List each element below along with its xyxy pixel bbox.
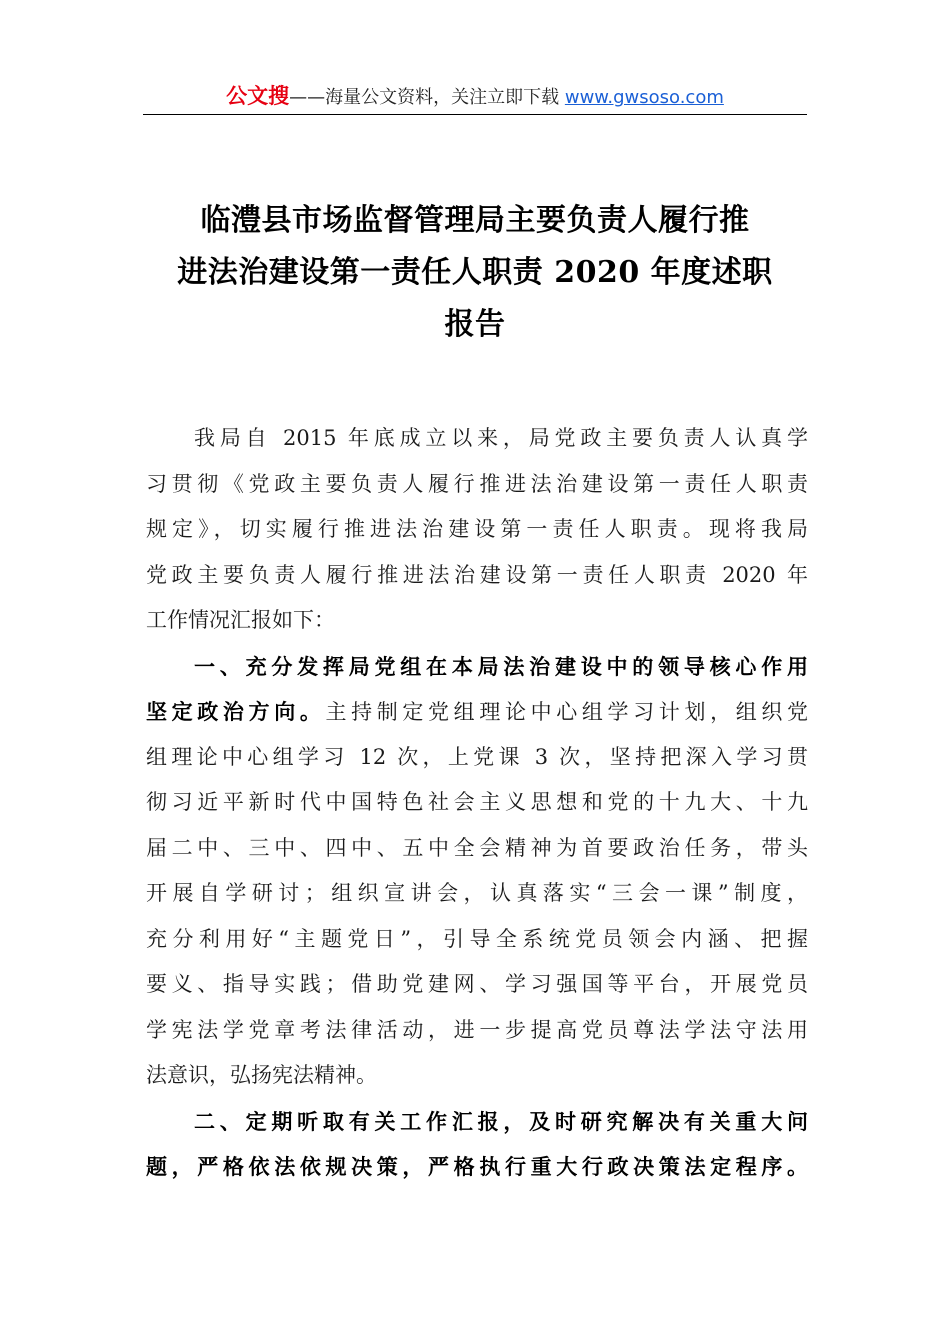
section-heading: 一、充分发挥局党组在本局法治建设中的领导核心作用 — [194, 653, 808, 679]
document-title — [143, 195, 807, 351]
header-banner — [143, 82, 807, 114]
paragraph-line: 工作情况汇报如下： — [146, 608, 335, 632]
document-body — [146, 416, 808, 1190]
site-link[interactable]: www.gwsoso.com — [564, 87, 724, 108]
paragraph-line: 开展自学研讨；组织宣讲会，认真落实“三会一课”制度， — [146, 881, 808, 905]
paragraph-line: 法意识，弘扬宪法精神。 — [146, 1063, 377, 1087]
paragraph-line: 彻习近平新时代中国特色社会主义思想和党的十九大、十九 — [146, 790, 808, 814]
paragraph-line: 规定》，切实履行推进法治建设第一责任人职责。现将我局 — [146, 517, 808, 541]
paragraph-text: 主持制定党组理论中心组学习计划，组织党 — [325, 700, 809, 724]
paragraph-line: 组理论中心组学习 12 次，上党课 3 次，坚持把深入学习贯 — [146, 744, 808, 769]
section-heading: 题，严格依法依规决策，严格执行重大行政决策法定程序。 — [146, 1154, 808, 1179]
title-line: 临澧县市场监督管理局主要负责人履行推 — [200, 203, 750, 238]
header-tagline: ——海量公文资料，关注立即下载 — [289, 87, 565, 108]
paragraph-line — [146, 689, 808, 735]
title-line: 进法治建设第一责任人职责 2020 年度述职 — [177, 255, 773, 290]
paragraph-line: 届二中、三中、四中、五中全会精神为首要政治任务，带头 — [146, 835, 808, 860]
paragraph-line: 习贯彻《党政主要负责人履行推进法治建设第一责任人职责 — [146, 471, 808, 496]
brand-logo-text: 公文搜 — [226, 84, 290, 108]
section-heading-tail: 坚定政治方向。 — [146, 699, 326, 724]
section-heading: 二、定期听取有关工作汇报，及时研究解决有关重大问 — [194, 1108, 808, 1134]
title-line: 报告 — [444, 307, 506, 342]
paragraph-line: 党政主要负责人履行推进法治建设第一责任人职责 2020 年 — [146, 562, 808, 587]
paragraph-line: 要义、指导实践；借助党建网、学习强国等平台，开展党员 — [146, 972, 808, 996]
header-divider — [143, 114, 807, 115]
paragraph-line: 我局自 2015 年底成立以来，局党政主要负责人认真学 — [194, 426, 808, 450]
paragraph-line: 学宪法学党章考法律活动，进一步提高党员尊法学法守法用 — [146, 1017, 808, 1042]
paragraph-line: 充分利用好“主题党日”，引导全系统党员领会内涵、把握 — [146, 926, 808, 951]
